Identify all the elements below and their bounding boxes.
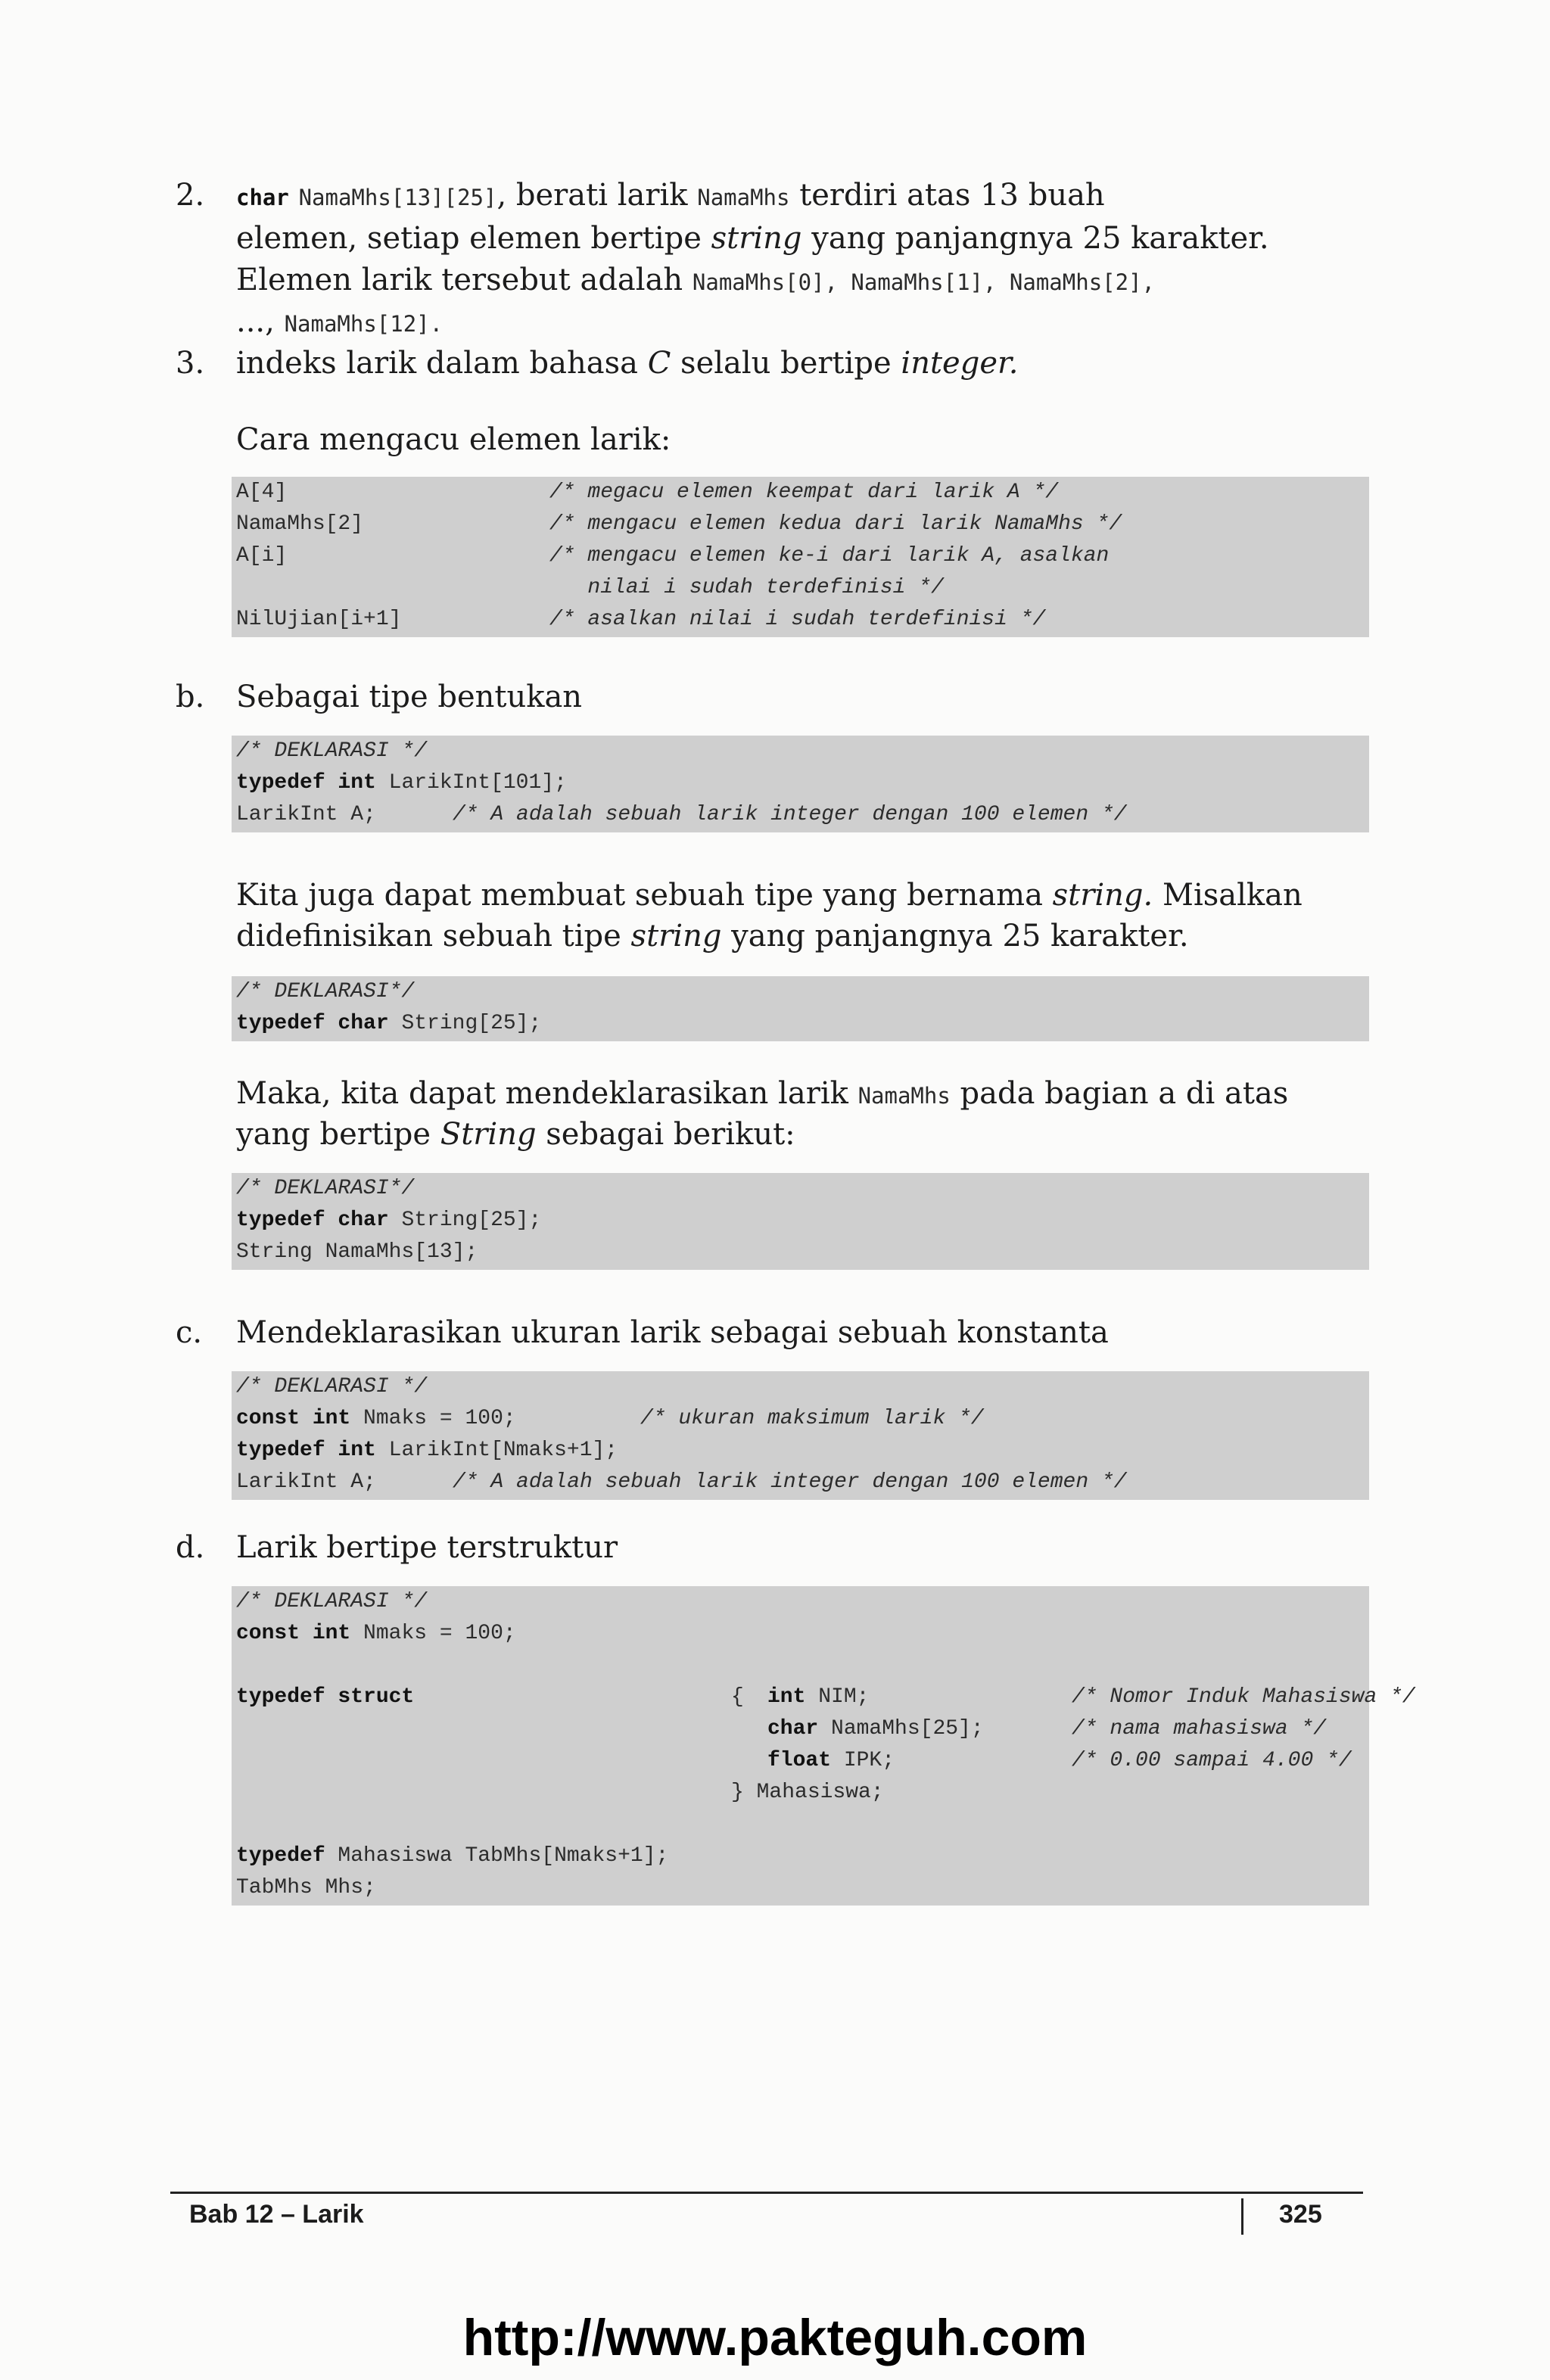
code-block-b2 [232,976,1369,1041]
code-keyword: int [767,1685,806,1709]
code-block-b3 [232,1173,1369,1270]
emphasis: C [647,346,671,381]
text: ..., [236,304,275,339]
item-number-2: 2. [176,178,205,213]
watermark-url: http://www.pakteguh.com [462,2309,1088,2366]
code-comment: /* DEKLARASI */ [236,1590,428,1613]
code-comment: /* megacu elemen keempat dari larik A */ [549,481,1059,504]
code-keyword: typedef [236,1844,325,1868]
code-keyword: typedef int [236,771,376,795]
code-text: Mahasiswa TabMhs[Nmaks+1]; [325,1844,669,1868]
emphasis: string [630,919,722,954]
text: terdiri atas 13 buah [799,178,1105,213]
code-keyword: typedef struct [236,1685,415,1709]
refer-heading: Cara mengacu elemen larik: [236,422,671,457]
text: Misalkan [1162,878,1303,913]
code-line: String NamaMhs[13]; [236,1240,478,1264]
footer-chapter: Bab 12 – Larik [189,2200,364,2229]
text: didefinisikan sebuah tipe [236,919,621,954]
code-inline: NamaMhs[12]. [284,311,444,337]
code-text: NamaMhs[25]; [818,1717,984,1741]
text: pada bagian a di atas [960,1076,1289,1111]
code-comment: /* A adalah sebuah larik integer dengan 100 elemen */ [453,803,1127,826]
code-line [236,1008,541,1040]
section-d-heading: Larik bertipe terstruktur [236,1530,618,1565]
emphasis: string [711,221,802,256]
text: yang panjangnya 25 karakter. [811,221,1269,256]
code-line [767,1713,984,1745]
text: Kita juga dapat membuat sebuah tipe yang bernama [236,878,1043,913]
text: sebagai berikut: [546,1117,795,1152]
code-line [767,1745,895,1777]
code-block-refer [232,477,1369,637]
text: yang bertipe [236,1117,431,1152]
code-line [236,1205,541,1237]
code-keyword: const int [236,1407,351,1430]
code-keyword: char [767,1717,819,1741]
section-b-para2-line1 [236,1075,1288,1115]
emphasis: integer. [901,346,1019,381]
section-b-heading: Sebagai tipe bentukan [236,680,583,714]
code-line [236,1435,618,1467]
section-b-para2-line2 [236,1115,795,1153]
item2-line2 [236,219,1269,257]
code-comment: /* 0.00 sampai 4.00 */ [1072,1749,1352,1772]
text: Elemen larik tersebut adalah [236,263,683,297]
text: elemen, setiap elemen bertipe [236,221,702,256]
code-text: NIM; [805,1685,870,1709]
code-comment: /* nama mahasiswa */ [1072,1717,1327,1741]
code-line: LarikInt A; [236,1470,376,1494]
item2-line3 [236,261,1155,301]
code-line: NamaMhs[2] [236,512,364,536]
code-line [236,1403,516,1435]
code-keyword: typedef int [236,1439,376,1462]
code-text: String[25]; [388,1012,542,1035]
code-text: LarikInt[101]; [375,771,567,795]
code-inline: NamaMhs [697,185,790,210]
section-b-para1-line2 [236,917,1189,955]
code-keyword: typedef char [236,1209,389,1232]
section-c-heading: Mendeklarasikan ukuran larik sebagai sebuah konstanta [236,1315,1109,1350]
item2-line1 [236,176,1105,216]
text: indeks larik dalam bahasa [236,346,638,381]
code-comment: /* Nomor Induk Mahasiswa */ [1072,1685,1415,1709]
section-letter-d: d. [176,1530,205,1565]
code-line [767,1682,869,1713]
code-block-c [232,1371,1369,1500]
text: Maka, kita dapat mendeklarasikan larik [236,1076,848,1111]
item-number-3: 3. [176,346,205,381]
code-text: Nmaks = 100; [350,1407,516,1430]
code-line: } Mahasiswa; [731,1781,884,1804]
code-comment: /* DEKLARASI*/ [236,980,415,1003]
code-line: TabMhs Mhs; [236,1876,376,1899]
keyword-char: char [236,185,289,210]
item3-line [236,344,1018,382]
code-comment: nilai i sudah terdefinisi */ [549,576,944,599]
footer-divider [1241,2198,1243,2235]
code-inline: NamaMhs [857,1083,951,1109]
text: yang panjangnya 25 karakter. [731,919,1189,954]
code-block-d [232,1586,1415,1906]
code-text: Nmaks = 100; [350,1622,516,1645]
section-letter-b: b. [176,680,205,714]
emphasis: String [440,1117,537,1152]
code-line [236,1840,668,1872]
code-line: NilUjian[i+1] [236,608,402,631]
item2-line4 [236,303,443,343]
code-comment: /* DEKLARASI */ [236,1375,428,1398]
code-comment: /* asalkan nilai i sudah terdefinisi */ [549,608,1046,631]
code-comment: /* DEKLARASI*/ [236,1177,415,1200]
code-comment: /* mengacu elemen ke-i dari larik A, asalkan [549,544,1110,568]
code-line [236,767,567,799]
code-brace: { [731,1685,744,1709]
text: , berati larik [496,178,688,213]
section-letter-c: c. [176,1315,203,1350]
code-keyword: float [767,1749,832,1772]
code-text: String[25]; [388,1209,542,1232]
text: selalu bertipe [680,346,892,381]
code-line: A[4] [236,481,288,504]
code-comment: /* A adalah sebuah larik integer dengan 100 elemen */ [453,1470,1127,1494]
code-keyword: const int [236,1622,351,1645]
code-inline: NamaMhs[0], NamaMhs[1], NamaMhs[2], [692,269,1155,295]
code-inline: NamaMhs[13][25] [298,185,497,210]
code-line [236,1618,516,1650]
code-block-b1 [232,736,1369,832]
code-keyword: typedef char [236,1012,389,1035]
code-text: IPK; [831,1749,895,1772]
page-number: 325 [1279,2200,1322,2229]
code-text: LarikInt[Nmaks+1]; [375,1439,618,1462]
code-line: A[i] [236,544,288,568]
footer-rule [170,2192,1363,2194]
section-b-para1-line1 [236,876,1303,914]
code-line: LarikInt A; [236,803,376,826]
emphasis: string. [1052,878,1153,913]
code-comment: /* DEKLARASI */ [236,739,428,763]
code-comment: /* mengacu elemen kedua dari larik NamaMhs */ [549,512,1122,536]
code-comment: /* ukuran maksimum larik */ [640,1407,984,1430]
